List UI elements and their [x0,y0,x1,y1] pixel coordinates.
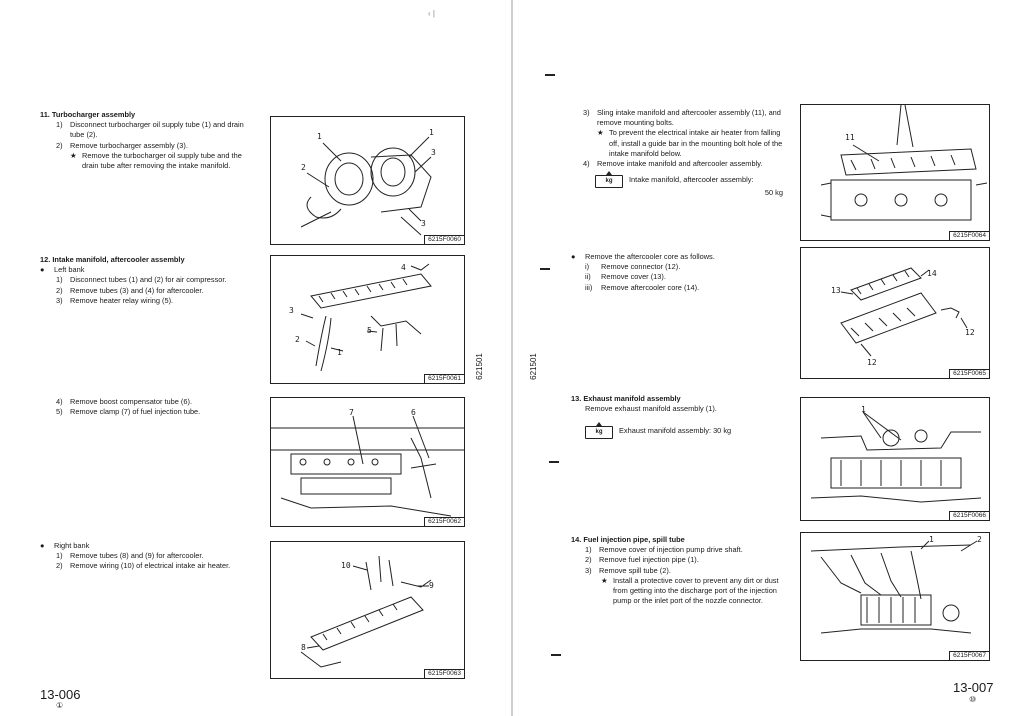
step-number: 3) [583,108,590,117]
section-heading: 14. Fuel injection pipe, spill tube [571,535,685,544]
boost-figure [270,397,465,527]
margin-mark [540,268,550,270]
step-number: 1) [56,275,63,285]
bullet-icon: ● [571,252,576,261]
left-page [0,0,511,716]
callout-label: 7 [349,408,354,417]
page-number: 13-007 [953,680,994,695]
step-text: Remove connector (12). [601,262,681,272]
step-text: Remove spill tube (2). [599,565,671,575]
sling-drawing [801,105,989,240]
weight-label: Exhaust manifold assembly: 30 kg [619,426,732,436]
step-number: 3) [585,565,592,575]
step-text: Remove boost compensator tube (6). [70,397,193,406]
fuel-injection-section [571,535,787,606]
star-icon: ★ [70,150,77,160]
exhaust-drawing [801,398,989,520]
figure-code: 6215F0061 [424,374,464,383]
page-number: 13-006 [40,687,81,702]
aftercooler-core-section [571,252,781,293]
side-code: 621501 [528,353,538,380]
page-circle: ① [56,701,64,710]
step-text: Disconnect turbocharger oil supply tube (1) and drain tube (2). [70,120,244,140]
step-number: 2) [585,555,592,565]
bullet-icon: ● [40,541,45,550]
callout-label: 1 [429,128,434,137]
step-number: 4) [56,397,63,406]
note-text: Remove the turbocharger oil supply tube and the drain tube after removing the intake manifold. [82,150,242,171]
bank-label: Right bank [54,541,90,550]
callout-label: 5 [367,326,372,335]
callout-label: 2 [295,335,300,344]
right-bank-drawing [271,542,464,678]
boost-drawing [271,398,464,526]
callout-label: 4 [401,263,406,272]
callout-label: 11 [845,133,855,142]
figure-code: 6215F0062 [424,517,464,526]
step-number: 2) [56,140,63,150]
step-number: 1) [56,551,63,561]
step-text: Remove aftercooler core (14). [601,282,700,292]
callout-label: 1 [929,535,934,544]
right-bank-section [40,541,255,572]
sling-section [583,108,783,198]
header-mark: ‹ | [428,9,435,18]
sling-figure [800,104,990,241]
section-heading: 13. Exhaust manifold assembly [571,394,681,403]
bullet-icon: ● [40,265,45,275]
step-number: iii) [585,282,593,292]
weight-label: Intake manifold, aftercooler assembly: [629,175,754,185]
step-number: 1) [56,120,63,130]
callout-label: 1 [337,348,342,357]
side-code: 621501 [474,353,484,380]
step-text: Disconnect tubes (1) and (2) for air compressor. [70,275,227,285]
callout-label: 12 [867,358,877,367]
step-number: 4) [583,159,590,169]
step-text: Remove intake manifold and aftercooler assembly. [597,159,763,169]
callout-label: 14 [927,269,937,278]
step-number: 1) [585,545,592,555]
aftercooler-core-drawing [801,248,989,378]
figure-code: 6215F0063 [424,669,464,678]
margin-mark [545,74,555,76]
star-icon: ★ [597,128,604,138]
fuel-injection-figure [800,532,990,661]
turbocharger-drawing [271,117,464,244]
figure-code: 6215F0065 [949,369,989,378]
right-page [513,0,1024,716]
step-number: 2) [56,285,63,295]
callout-label: 9 [429,581,434,590]
aftercooler-core-figure [800,247,990,379]
weight-value: 50 kg [764,188,783,198]
margin-mark [551,654,561,656]
boost-steps [56,397,266,417]
callout-label: 3 [431,148,436,157]
step-number: 2) [56,561,63,571]
callout-label: 1 [317,132,322,141]
callout-label: 2 [977,535,982,544]
step-number: ii) [585,272,591,282]
note-text: To prevent the electrical intake air heater from falling off, install a guide bar in the mounting bolt hole of the intake manifold below. [609,128,783,158]
weight-icon: kg [595,175,623,188]
callout-label: 8 [301,643,306,652]
step-text: Remove cover of injection pump drive shaft. [599,545,743,555]
left-bank-figure [270,255,465,384]
callout-label: 1 [861,405,866,414]
section-heading: 11. Turbocharger assembly [40,110,136,119]
exhaust-text: Remove exhaust manifold assembly (1). [585,404,717,414]
step-text: Remove heater relay wiring (5). [70,295,174,305]
fuel-injection-drawing [801,533,989,660]
callout-label: 2 [301,163,306,172]
page-circle: ⑩ [969,695,977,704]
exhaust-figure [800,397,990,521]
callout-label: 12 [965,328,975,337]
turbocharger-section [40,110,255,171]
step-text: Remove tubes (3) and (4) for aftercooler. [70,285,204,295]
callout-label: 6 [411,408,416,417]
exhaust-manifold-section [571,394,781,439]
right-bank-figure [270,541,465,679]
step-text: Remove wiring (10) of electrical intake air heater. [70,561,231,571]
bank-label: Left bank [54,265,85,275]
note-text: Install a protective cover to prevent any dirt or dust from getting into the discharge port of the injection pump or the inlet port of the nozzle connector. [613,575,779,606]
intake-manifold-section [40,255,260,306]
callout-label: 3 [289,306,294,315]
figure-code: 6215F0067 [949,651,989,660]
step-text: Remove cover (13). [601,272,666,282]
step-text: Remove clamp (7) of fuel injection tube. [70,407,201,417]
callout-label: 13 [831,286,841,295]
step-number: 3) [56,295,63,305]
step-number: i) [585,262,590,272]
left-bank-drawing [271,256,464,383]
step-text: Sling intake manifold and aftercooler assembly (11), and remove mounting bolts. [597,108,781,128]
figure-code: 6215F0066 [949,511,989,520]
step-number: 5) [56,407,63,417]
figure-code: 6215F0064 [949,231,989,240]
margin-mark [549,461,559,463]
turbocharger-figure [270,116,465,245]
step-text: Remove turbocharger assembly (3). [70,140,188,150]
callout-label: 3 [421,219,426,228]
section-heading: 12. Intake manifold, aftercooler assembly [40,255,185,264]
core-title: Remove the aftercooler core as follows. [585,252,715,261]
star-icon: ★ [601,575,608,585]
step-text: Remove tubes (8) and (9) for aftercooler. [70,551,204,561]
weight-icon: kg [585,426,613,439]
step-text: Remove fuel injection pipe (1). [599,555,699,565]
callout-label: 10 [341,561,351,570]
figure-code: 6215F0060 [424,235,464,244]
